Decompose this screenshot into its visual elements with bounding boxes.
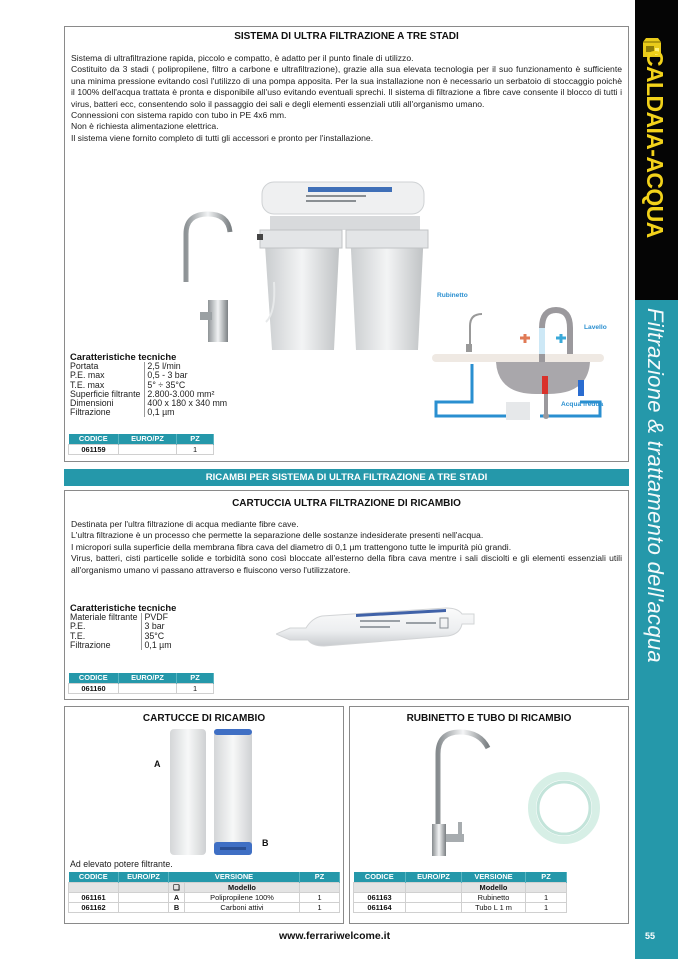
spec-key: Dimensioni [70,398,114,409]
col-codice: CODICE [354,872,406,882]
cartridge-image [276,604,476,654]
col-euro: EURO/PZ [406,872,462,882]
spec-value: 2,5 l/min [145,362,227,371]
cartridge-description [71,519,622,576]
specs-title: Caratteristiche tecniche [70,351,177,362]
col-euro: EURO/PZ [119,434,177,444]
cell-empty [406,882,462,892]
spare-cartridges-table [68,872,340,913]
spec-key: Materiale filtrante [70,612,138,623]
cell-code: 061161 [69,892,119,902]
cartridge-table [68,673,214,694]
spec-key: P.E. [70,621,86,632]
spec-value: 0,1 µm [142,641,172,650]
spec-value: PVDF [142,613,172,622]
desc-line: I micropori sulla superficie della membrana fibra cava del diametro di 0,1 µm trattengono tutte le impurità più grandi. [71,541,512,552]
sidebar-section-title: Filtrazione & trattamento dell'acqua [643,308,668,663]
spec-row [70,408,227,417]
cell-price[interactable] [406,892,462,902]
col-codice: CODICE [69,673,119,683]
product-main-description [71,53,622,144]
spec-value: 400 x 180 x 340 mm [145,399,227,408]
specs-table [70,362,227,417]
specs-table [70,613,172,650]
table-row [69,892,340,902]
spec-value: 5° ÷ 35°C [145,381,227,390]
cell-pz: 1 [300,902,340,912]
col-pz: PZ [177,673,214,683]
col-codice: CODICE [69,434,119,444]
table-row [354,892,567,902]
table-header [354,872,567,882]
desc-line: L'ultra filtrazione è un processo che permette la separazione delle sostanze indesiderate presenti nell'acqua. [71,530,484,541]
cell-pz: 1 [526,892,567,902]
col-versione: VERSIONE [169,872,300,882]
cartridge-box [64,490,629,700]
spare-cartridges-title: CARTUCCE DI RICAMBIO [142,713,266,724]
cartridge-title: CARTUCCIA ULTRA FILTRAZIONE DI RICAMBIO [232,498,461,509]
cell-price[interactable] [406,902,462,912]
table-subheader [69,882,340,892]
desc-line: Costituito da 3 stadi ( polipropilene, filtro a carbone e ultrafiltrazione), grazie alla sua elevata tecnologia per il suo funzionamento è sufficiente una minima pressione evitando così l'utilizzo di una pompa apposita. Per la sua installazione non è necessario un serbatoio di stoccaggio poichè il 100% dell'acqua trattata è pronta e disponibile all'uso evitando eventuali sprechi. Il sistema di filtrazione a fibre cave consente il blocco di tutti i virus, batteri ecc, consentendo solo il passaggio dei sali e degli elementi essenziali utili all'organismo umano. [71,64,622,109]
desc-line: Virus, batteri, cisti particelle solide e torbidità sono così bloccate all'esterno della fibra cava mentre i sali disciolti e gli elementi essenziali utili all'organismo umano vi passano attraverso e fluiscono verso l'utilizzatore. [71,553,622,575]
cell-pz: 1 [526,902,567,912]
spec-key: Filtrazione [70,407,111,418]
cell-empty [119,882,169,892]
cell-code: 061162 [69,902,119,912]
cell-empty [526,882,567,892]
faucet-tube-image [430,728,620,858]
cell-empty [354,882,406,892]
diagram-label-faucet: Rubinetto [437,292,468,299]
cell-model: Rubinetto [462,892,526,902]
col-euro: EURO/PZ [119,673,177,683]
table-row [354,902,567,912]
spare-cartridges-image [168,727,268,857]
desc-line: Il sistema viene fornito completo di tutti gli accessori e pronto per l'installazione. [71,132,374,143]
table-header [69,434,214,444]
cell-code: 061159 [69,444,119,454]
table-subheader [354,882,567,892]
cell-model-header: Modello [462,882,526,892]
col-versione: VERSIONE [462,872,526,882]
cell-model: Polipropilene 100% [185,892,300,902]
cell-empty [300,882,340,892]
sidebar-category-title: CALDAIA-ACQUA [642,50,668,238]
spec-value: 0,5 - 3 bar [145,371,227,380]
spec-value: 3 bar [142,622,172,631]
cell-version: A [169,892,185,902]
cell-pz: 1 [300,892,340,902]
spec-key: T.E. [70,630,86,641]
spec-key: Superficie filtrante [70,388,141,399]
desc-line: Non è richiesta alimentazione elettrica. [71,121,219,132]
spec-key: P.E. max [70,370,105,381]
product-main-table [68,434,214,455]
spec-value: 2.800-3.000 mm² [145,390,227,399]
specs-title: Caratteristiche tecniche [70,602,177,613]
table-row [69,683,214,693]
faucet-tube-table [353,872,567,913]
table-header [69,872,340,882]
filtration-system-image [180,172,430,350]
cell-price[interactable] [119,444,177,454]
cell-pz: 1 [177,444,214,454]
spec-value: 0,1 µm [145,408,227,417]
cell-model-header: Modello [185,882,300,892]
desc-line: Sistema di ultrafiltrazione rapida, piccolo e compatto, è adatto per il punto finale di utilizzo. [71,53,414,63]
cell-empty [69,882,119,892]
col-euro: EURO/PZ [119,872,169,882]
footer-website-link[interactable]: www.ferrariwelcome.it [279,930,391,942]
cell-code: 061160 [69,683,119,693]
col-pz: PZ [177,434,214,444]
col-pz: PZ [526,872,567,882]
cartridge-specs [70,603,176,650]
table-row [69,902,340,912]
page-number: 55 [645,931,656,941]
desc-line: Connessioni con sistema rapido con tubo in PE 4x6 mm. [71,110,287,121]
cartridge-label-a: A [154,759,161,769]
cell-model: Tubo L 1 m [462,902,526,912]
table-header [69,673,214,683]
diagram-label-cold-water: Acqua fredda [561,401,604,408]
cell-price[interactable] [119,902,169,912]
diagram-label-sink: Lavello [584,324,607,331]
table-row [69,444,214,454]
cell-code: 061164 [354,902,406,912]
col-codice: CODICE [69,872,119,882]
spec-row [70,641,172,650]
desc-line: Destinata per l'ultra filtrazione di acqua mediante fibre cave. [71,519,299,529]
spares-section-band: RICAMBI PER SISTEMA DI ULTRA FILTRAZIONE A TRE STADI [64,469,629,486]
cell-code: 061163 [354,892,406,902]
cell-pz: 1 [177,683,214,693]
cell-model: Carboni attivi [185,902,300,912]
spec-key: Filtrazione [70,639,111,650]
checkbox-mark: ❑ [169,882,185,892]
cell-price[interactable] [119,892,169,902]
product-main-specs [70,352,227,417]
cartridge-label-b: B [262,838,269,848]
col-pz: PZ [300,872,340,882]
cell-version: B [169,902,185,912]
spec-value: 35°C [142,632,172,641]
spec-key: T.E. max [70,379,105,390]
faucet-tube-title: RUBINETTO E TUBO DI RICAMBIO [406,713,572,724]
spare-cartridges-note: Ad elevato potere filtrante. [70,859,173,869]
product-main-title: SISTEMA DI ULTRA FILTRAZIONE A TRE STADI [234,31,459,42]
spec-key: Portata [70,361,99,372]
cell-price[interactable] [119,683,177,693]
